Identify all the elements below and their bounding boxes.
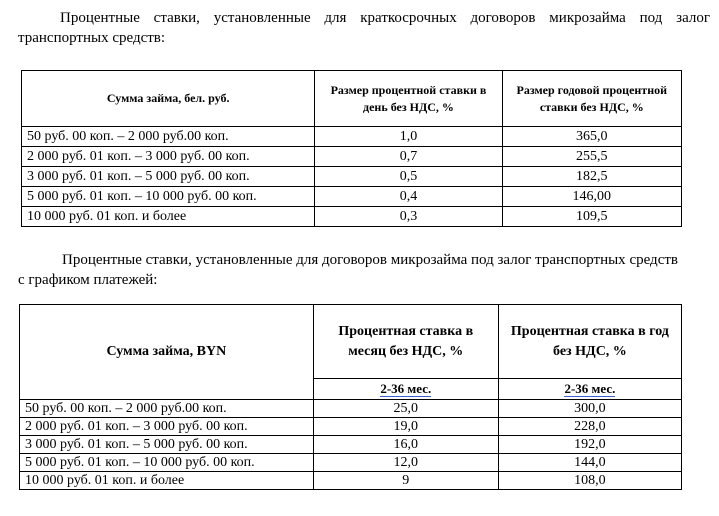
table-row <box>20 472 682 490</box>
monthly-rate-cell: 12,0 <box>313 454 498 472</box>
section2-intro: Процентные ставки, установленные для договоров микрозайма под залог транспортных средств с графиком платежей: <box>18 252 678 288</box>
term-label-year-text: 2-36 мес. <box>564 381 616 396</box>
monthly-rate-cell: 19,0 <box>313 418 498 436</box>
amount-cell: 50 руб. 00 коп. – 2 000 руб.00 коп. <box>20 400 314 418</box>
table-row <box>20 418 682 436</box>
annual-rate-cell: 109,5 <box>502 207 681 227</box>
column-header-yearly-rate: Процентная ставка в год без НДС, % <box>498 305 681 379</box>
annual-rate-cell: 365,0 <box>502 127 681 147</box>
yearly-rate-cell: 192,0 <box>498 436 681 454</box>
yearly-rate-cell: 300,0 <box>498 400 681 418</box>
column-header-amount: Сумма займа, бел. руб. <box>22 71 315 127</box>
table-row <box>22 167 682 187</box>
monthly-rate-cell: 25,0 <box>313 400 498 418</box>
yearly-rate-cell: 108,0 <box>498 472 681 490</box>
table-row <box>22 147 682 167</box>
daily-rate-cell: 1,0 <box>315 127 502 147</box>
table-row <box>22 207 682 227</box>
table-row <box>20 454 682 472</box>
yearly-rate-cell: 228,0 <box>498 418 681 436</box>
amount-cell: 10 000 руб. 01 коп. и более <box>20 472 314 490</box>
amount-cell: 3 000 руб. 01 коп. – 5 000 руб. 00 коп. <box>22 167 315 187</box>
table-row <box>22 127 682 147</box>
amount-cell: 2 000 руб. 01 коп. – 3 000 руб. 00 коп. <box>20 418 314 436</box>
column-header-monthly-rate: Процентная ставка в месяц без НДС, % <box>313 305 498 379</box>
term-label-month-text: 2-36 мес. <box>380 381 432 396</box>
daily-rate-cell: 0,7 <box>315 147 502 167</box>
table-row <box>20 400 682 418</box>
amount-cell: 2 000 руб. 01 коп. – 3 000 руб. 00 коп. <box>22 147 315 167</box>
daily-rate-cell: 0,3 <box>315 207 502 227</box>
payment-schedule-rates-table <box>19 304 682 490</box>
amount-cell: 50 руб. 00 коп. – 2 000 руб.00 коп. <box>22 127 315 147</box>
term-label-month <box>313 379 498 400</box>
short-term-rates-table <box>21 70 682 227</box>
table-row <box>22 187 682 207</box>
amount-cell: 5 000 руб. 01 коп. – 10 000 руб. 00 коп. <box>22 187 315 207</box>
monthly-rate-cell: 9 <box>313 472 498 490</box>
amount-cell: 10 000 руб. 01 коп. и более <box>22 207 315 227</box>
daily-rate-cell: 0,4 <box>315 187 502 207</box>
column-header-annual-rate: Размер годовой процентной ставки без НДС, % <box>502 71 681 127</box>
amount-cell: 5 000 руб. 01 коп. – 10 000 руб. 00 коп. <box>20 454 314 472</box>
table-header-row <box>20 305 682 379</box>
monthly-rate-cell: 16,0 <box>313 436 498 454</box>
table-header-row <box>22 71 682 127</box>
column-header-daily-rate: Размер процентной ставки в день без НДС, % <box>315 71 502 127</box>
term-label-year <box>498 379 681 400</box>
daily-rate-cell: 0,5 <box>315 167 502 187</box>
amount-cell: 3 000 руб. 01 коп. – 5 000 руб. 00 коп. <box>20 436 314 454</box>
table-row <box>20 436 682 454</box>
annual-rate-cell: 146,00 <box>502 187 681 207</box>
yearly-rate-cell: 144,0 <box>498 454 681 472</box>
annual-rate-cell: 255,5 <box>502 147 681 167</box>
column-header-amount: Сумма займа, BYN <box>20 305 314 400</box>
section1-intro: Процентные ставки, установленные для краткосрочных договоров микрозайма под залог транспортных средств: <box>18 10 710 46</box>
annual-rate-cell: 182,5 <box>502 167 681 187</box>
